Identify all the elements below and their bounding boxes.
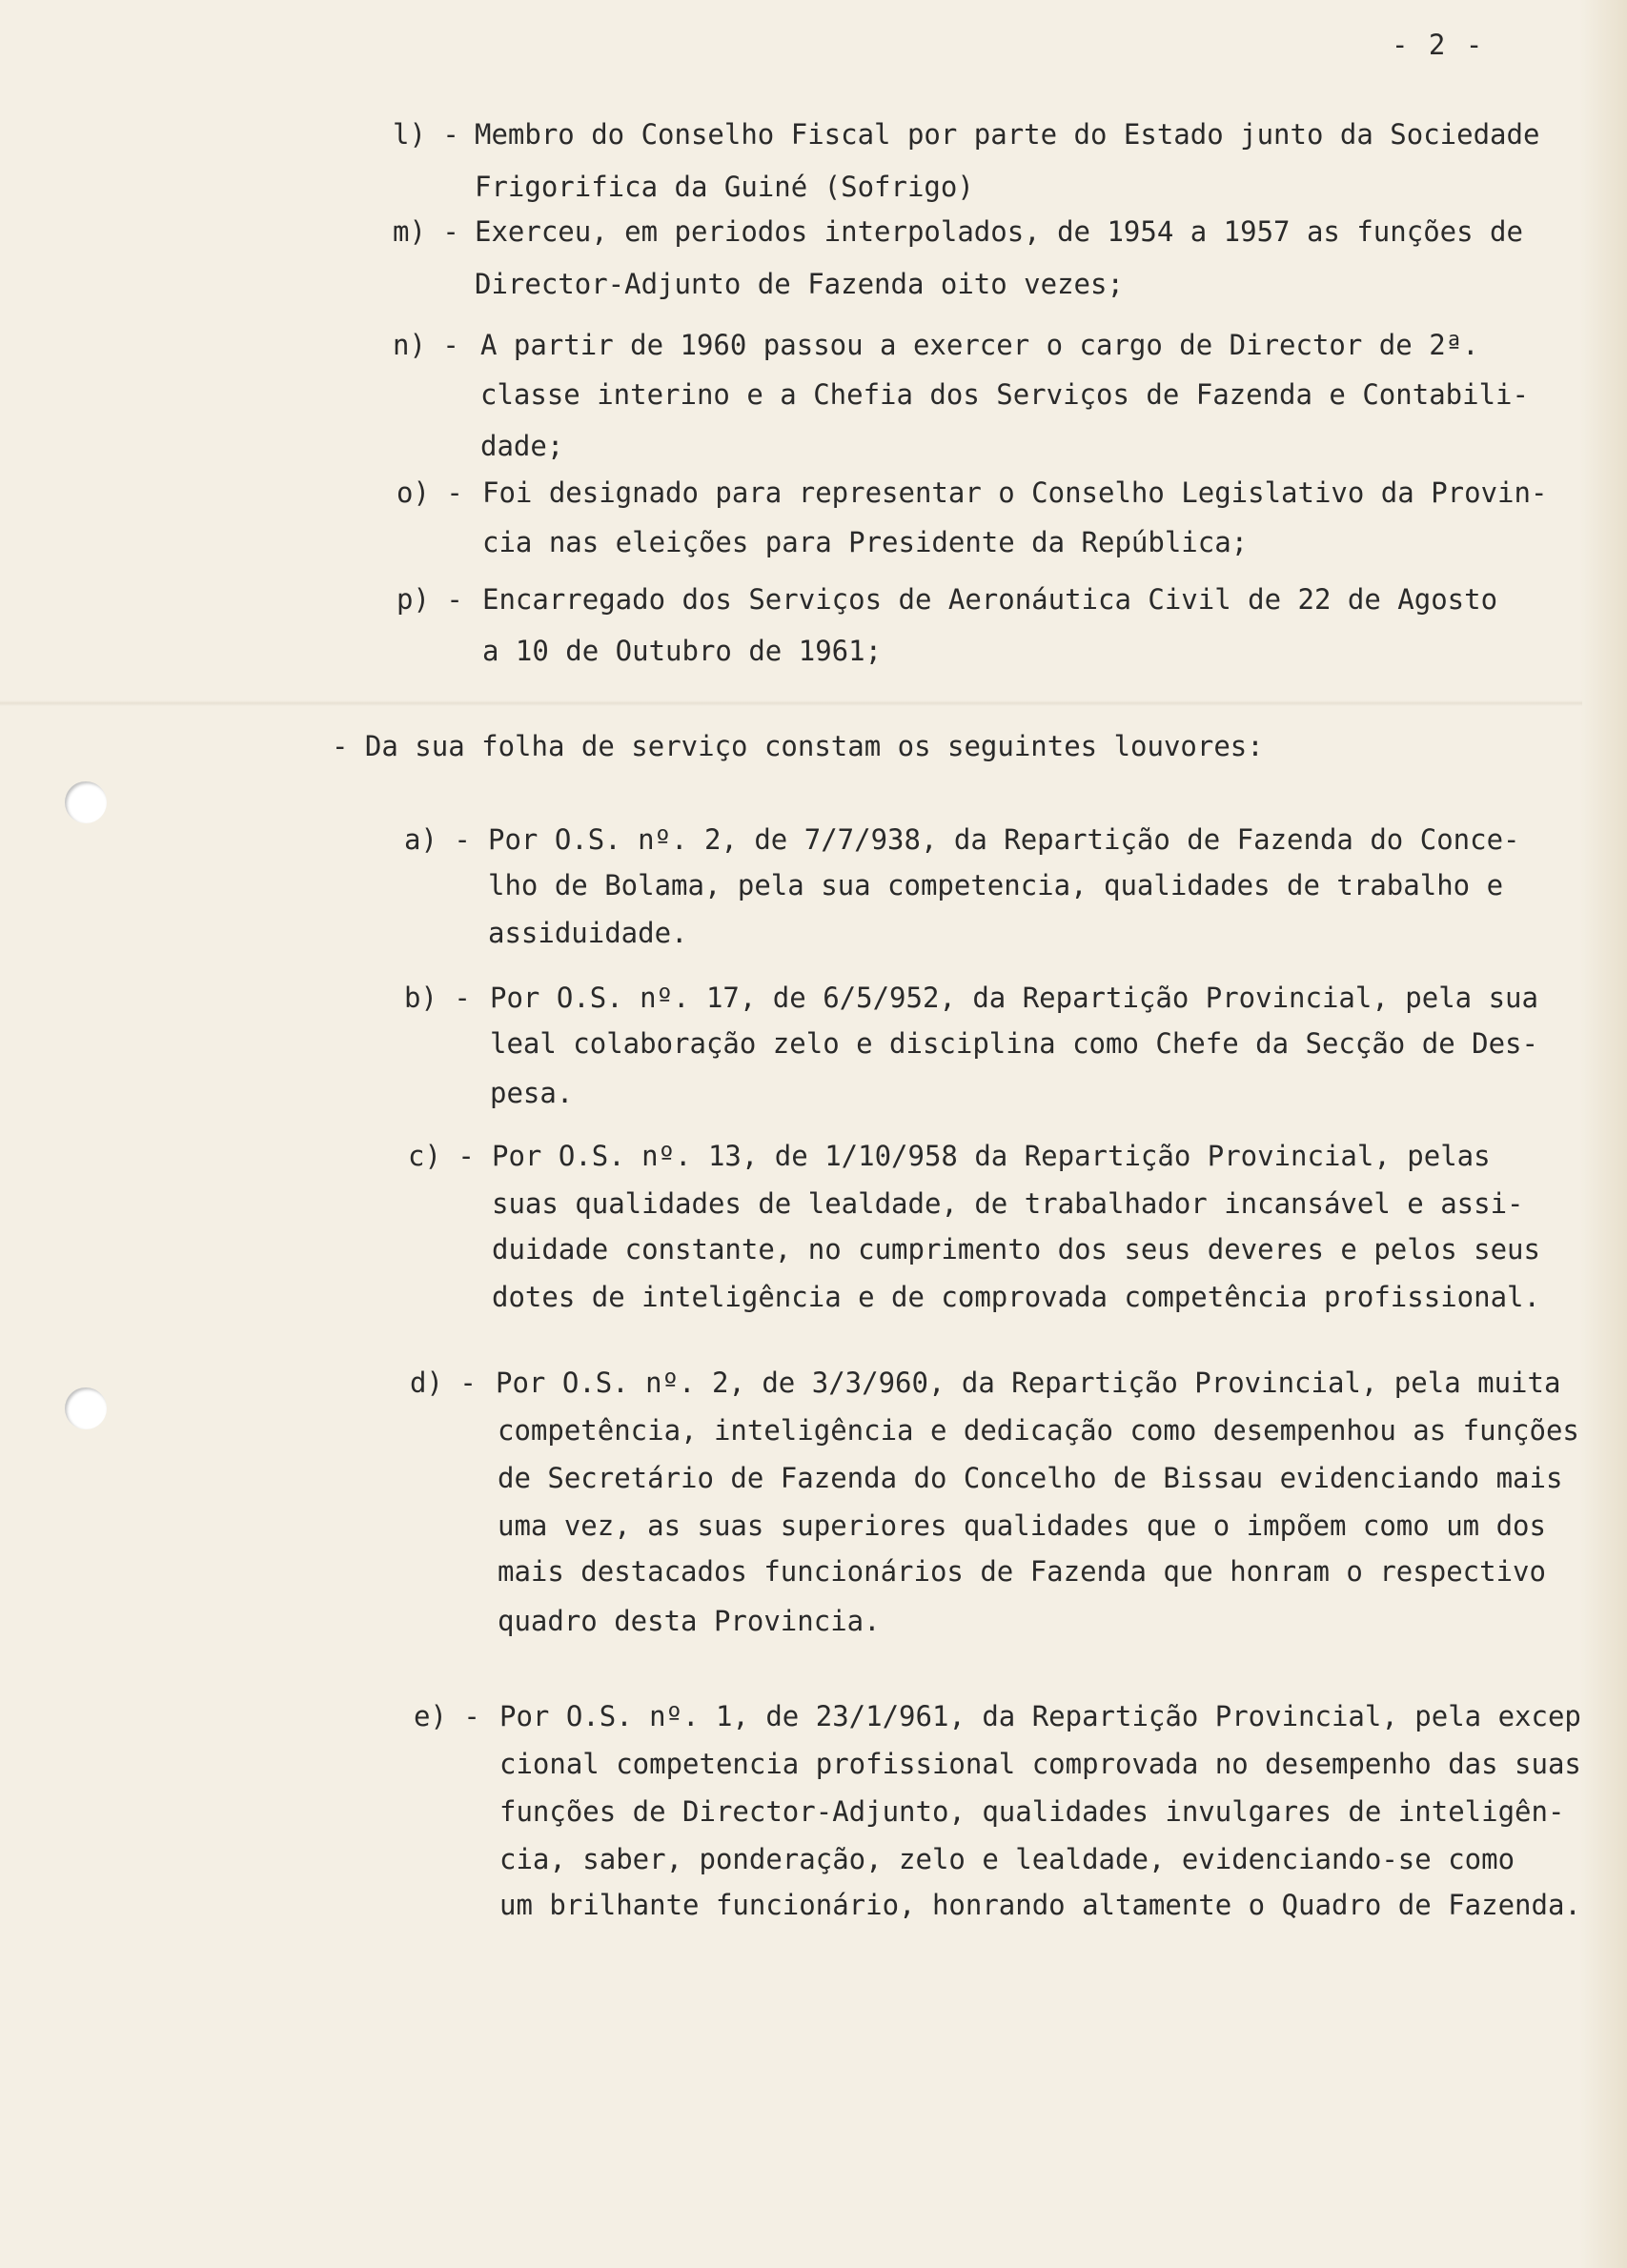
item-marker: o) - <box>397 476 463 509</box>
item-line: Encarregado dos Serviços de Aeronáutica Civil de 22 de Agosto <box>482 583 1498 616</box>
item-marker: a) - <box>404 823 471 856</box>
paper-fold-crease <box>0 700 1582 706</box>
item-line: Director-Adjunto de Fazenda oito vezes; <box>475 268 1124 300</box>
item-line: assiduidade. <box>488 917 688 949</box>
item-line: a 10 de Outubro de 1961; <box>482 635 883 667</box>
item-line: duidade constante, no cumprimento dos seus deveres e pelos seus <box>492 1233 1540 1266</box>
punch-hole-upper <box>65 781 107 823</box>
item-line: dotes de inteligência e de comprovada competência profissional. <box>492 1281 1540 1313</box>
item-line: Por O.S. nº. 17, de 6/5/952, da Repartição Provincial, pela sua <box>490 982 1538 1014</box>
item-line: leal colaboração zelo e disciplina como Chefe da Secção de Des- <box>490 1027 1538 1060</box>
item-line: A partir de 1960 passou a exercer o cargo de Director de 2ª. <box>480 329 1479 361</box>
item-line: Foi designado para representar o Conselho Legislativo da Provin- <box>482 476 1548 509</box>
item-line: funções de Director-Adjunto, qualidades invulgares de inteligên- <box>499 1795 1565 1828</box>
item-line: uma vez, as suas superiores qualidades que o impõem como um dos <box>498 1509 1546 1542</box>
item-line: classe interino e a Chefia dos Serviços de Fazenda e Contabili- <box>480 378 1529 411</box>
section-intro: - Da sua folha de serviço constam os seguintes louvores: <box>332 730 1264 762</box>
item-line: Por O.S. nº. 2, de 7/7/938, da Repartição de Fazenda do Conce- <box>488 823 1520 856</box>
item-line: lho de Bolama, pela sua competencia, qualidades de trabalho e <box>488 869 1504 901</box>
page-number: - 2 - <box>1392 29 1485 61</box>
item-line: quadro desta Provincia. <box>498 1605 881 1637</box>
paper-edge-shadow <box>1579 0 1627 2268</box>
item-line: Por O.S. nº. 13, de 1/10/958 da Repartição Provincial, pelas <box>492 1140 1491 1172</box>
item-line: cia nas eleições para Presidente da República; <box>482 526 1249 558</box>
item-line: competência, inteligência e dedicação como desempenhou as funções <box>498 1414 1579 1447</box>
item-marker: b) - <box>404 982 471 1014</box>
item-marker: c) - <box>408 1140 475 1172</box>
item-line: mais destacados funcionários de Fazenda que honram o respectivo <box>498 1555 1546 1588</box>
item-line: Exerceu, em periodos interpolados, de 1954 a 1957 as funções de <box>475 215 1523 248</box>
item-marker: d) - <box>410 1367 477 1399</box>
item-marker: e) - <box>414 1700 480 1732</box>
item-line: cional competencia profissional comprovada no desempenho das suas <box>499 1748 1581 1780</box>
item-line: cia, saber, ponderação, zelo e lealdade, evidenciando-se como <box>499 1843 1515 1875</box>
item-line: de Secretário de Fazenda do Concelho de Bissau evidenciando mais <box>498 1462 1563 1494</box>
item-marker: m) - <box>393 215 459 248</box>
item-marker: l) - <box>393 118 459 151</box>
item-line: suas qualidades de lealdade, de trabalhador incansável e assi- <box>492 1187 1524 1220</box>
punch-hole-lower <box>65 1387 107 1429</box>
item-line: dade; <box>480 430 564 462</box>
item-line: um brilhante funcionário, honrando altamente o Quadro de Fazenda. <box>499 1889 1581 1921</box>
item-line: pesa. <box>490 1077 574 1109</box>
item-marker: p) - <box>397 583 463 616</box>
item-line: Membro do Conselho Fiscal por parte do Estado junto da Sociedade <box>475 118 1540 151</box>
item-marker: n) - <box>393 329 459 361</box>
item-line: Por O.S. nº. 1, de 23/1/961, da Repartição Provincial, pela excep <box>499 1700 1581 1732</box>
item-line: Frigorifica da Guiné (Sofrigo) <box>475 171 974 203</box>
item-line: Por O.S. nº. 2, de 3/3/960, da Repartição Provincial, pela muita <box>496 1367 1561 1399</box>
